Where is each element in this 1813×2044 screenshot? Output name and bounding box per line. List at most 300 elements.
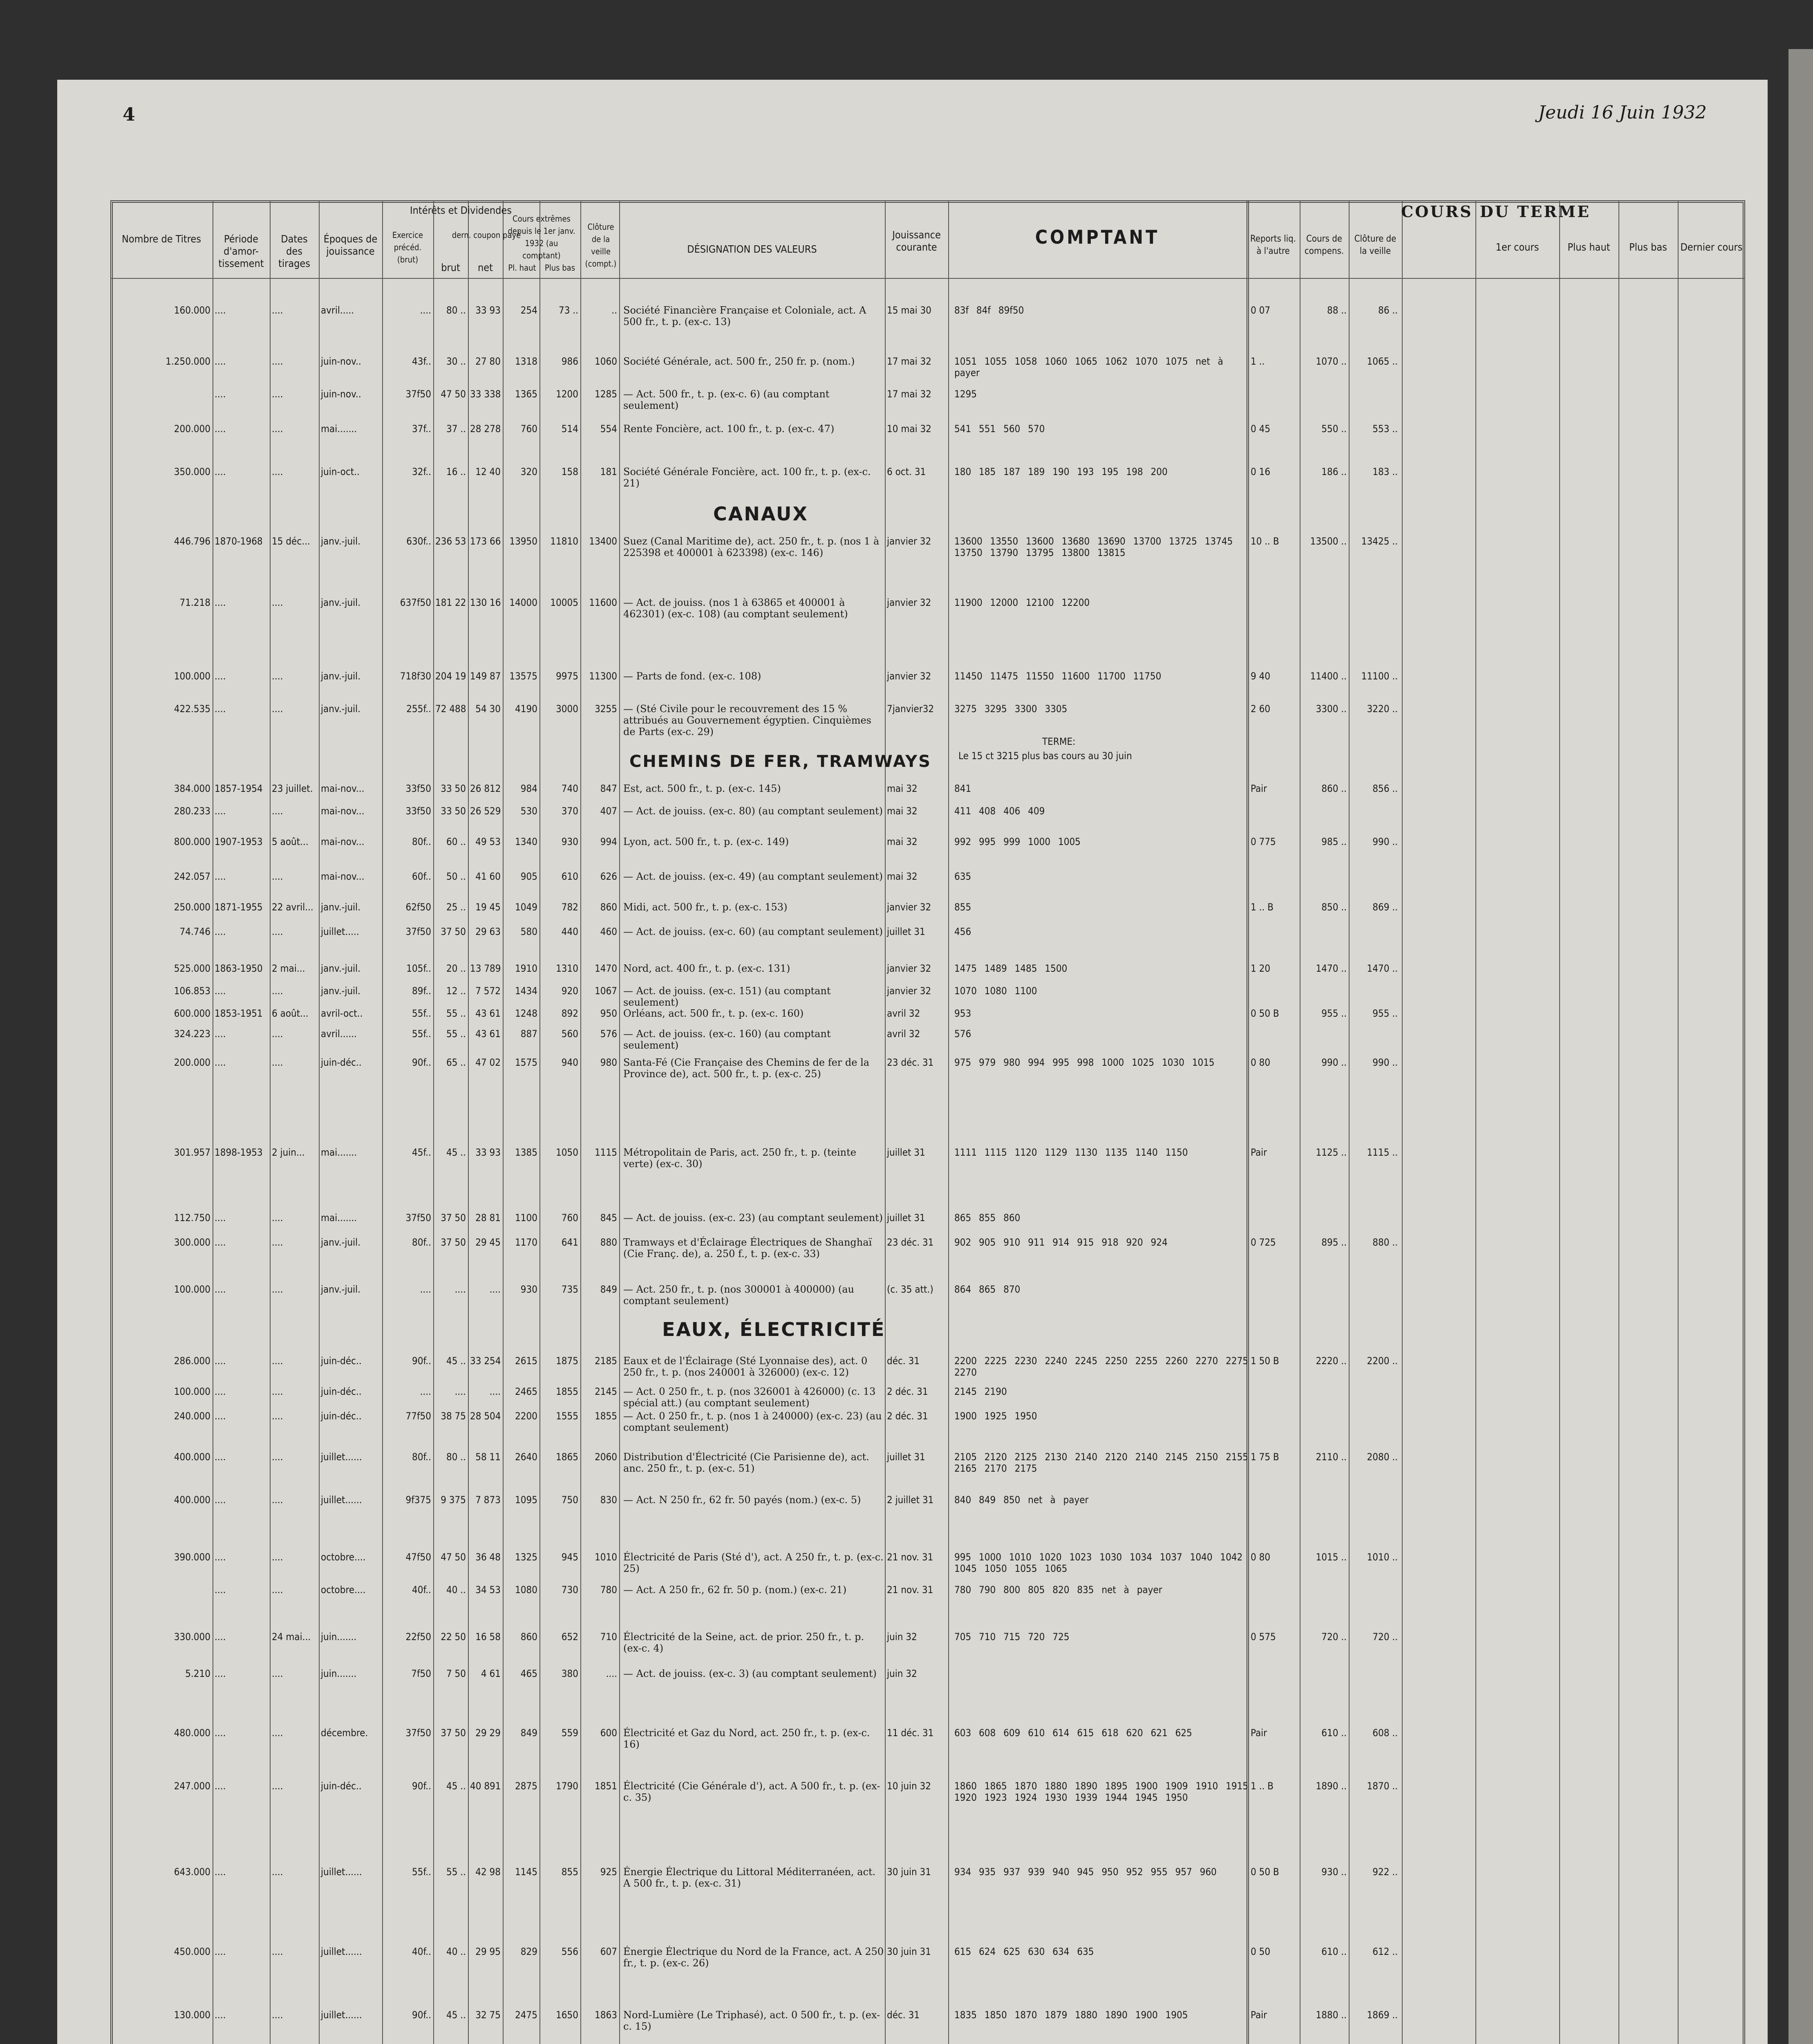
cell-comptant-quotes: 1295 [954,388,977,400]
cell-ex: 90f.. [412,2009,431,2021]
cell-h: 13950 [509,536,537,547]
cell-cp: 55 .. [446,1866,466,1878]
cell-designation: Nord, act. 400 fr., t. p. (ex-c. 131) [623,963,790,974]
cell-ex: .... [420,1386,431,1397]
cell-p: .... [215,1780,226,1792]
cell-n: 100.000 [174,1386,210,1397]
cell-j: juin 32 [887,1631,917,1643]
cell-ct: 2200 .. [1367,1355,1398,1367]
section-chemins-de-fer: CHEMINS DE FER, TRAMWAYS [629,752,931,771]
cell-cp: 55 .. [446,1028,466,1040]
cell-comptant-quotes: 1860 1865 1870 1880 1890 1895 1900 1909 1910 1915 1920 1923 1924 1930 1939 1944 1945 1950 [954,1780,1249,1803]
cell-cc: 1890 .. [1316,1780,1347,1792]
cell-designation: — Act. N 250 fr., 62 fr. 50 payés (nom.) (ex-c. 5) [623,1494,861,1506]
col-rule [503,200,504,2044]
cell-net: 28 278 [470,423,501,435]
cell-comptant-quotes: 615 624 625 630 634 635 [954,1946,1094,1957]
cell-j: juin 32 [887,1668,917,1679]
cell-p: .... [215,1284,226,1295]
col-rule [619,200,620,2044]
cell-comptant-quotes: 11900 12000 12100 12200 [954,597,1090,608]
cell-cc: 1880 .. [1316,2009,1347,2021]
cell-e: janv.-juil. [321,963,361,974]
cell-d: .... [272,388,283,400]
cell-cl: 407 [600,805,617,817]
cell-d: 15 déc... [272,536,310,547]
cell-ex: 77f50 [405,1410,431,1422]
cell-designation: Société Financière Française et Coloniale, act. A 500 fr., t. p. (ex-c. 13) [623,305,866,327]
cell-net: 58 11 [475,1451,501,1463]
cell-e: juin-oct.. [321,466,360,477]
cell-n: 106.853 [174,985,210,997]
cell-b: 1650 [556,2009,578,2021]
cell-comptant-quotes: 1070 1080 1100 [954,985,1037,997]
cell-cp: 37 50 [441,1237,466,1248]
cell-cl: 830 [600,1494,617,1506]
cell-net: 36 48 [475,1551,501,1563]
col-header-net: net [478,262,493,273]
cell-d: .... [272,2009,283,2021]
cell-e: janv.-juil. [321,985,361,997]
cell-b: 380 [561,1668,578,1679]
cell-ct: 1115 .. [1367,1147,1398,1158]
cell-cl: 925 [600,1866,617,1878]
cell-net: 29 63 [475,926,501,937]
cell-e: juin-déc.. [321,1386,362,1397]
cell-cp: 236 53 [435,536,466,547]
cell-d: .... [272,1386,283,1397]
cell-b: 920 [561,985,578,997]
cell-cc: 88 .. [1327,305,1347,316]
cell-cp: 45 .. [446,1147,466,1158]
cell-p: .... [215,1386,226,1397]
cell-ct: 922 .. [1372,1866,1398,1878]
cell-h: 887 [520,1028,537,1040]
cell-ex: 105f.. [406,963,431,974]
cell-n: 422.535 [174,703,210,715]
cell-net: 27 80 [475,356,501,367]
cell-j: 17 mai 32 [887,356,931,367]
cell-net: 26 812 [470,783,501,794]
cell-p: 1907-1953 [215,836,263,847]
cell-cc: 895 .. [1321,1237,1347,1248]
cell-d: .... [272,1494,283,1506]
cell-designation: Énergie Électrique du Nord de la France, act. A 250 fr., t. p. (ex-c. 26) [623,1946,884,1969]
cell-j: 17 mai 32 [887,388,931,400]
cell-comptant-quotes: 2200 2225 2230 2240 2245 2250 2255 2260 2270 2275 2270 [954,1355,1249,1378]
cell-n: 71.218 [179,597,210,608]
cell-designation: — Act. de jouiss. (ex-c. 151) (au comptant seulement) [623,985,831,1008]
cell-rep: 0 575 [1251,1631,1276,1643]
cell-p: .... [215,1668,226,1679]
cell-d: 2 juin... [272,1147,305,1158]
cell-net: 149 87 [470,670,501,682]
cell-n: 5.210 [185,1668,210,1679]
cell-cp: 72 488 [435,703,466,715]
cell-net: 47 02 [475,1057,501,1068]
cell-j: janvier 32 [887,670,931,682]
cell-ct: 1869 .. [1367,2009,1398,2021]
cell-rep: 1 .. [1251,356,1265,367]
cell-ex: 37f50 [405,1727,431,1739]
col-rule [1402,200,1403,2044]
cell-ct: 608 .. [1372,1727,1398,1739]
cell-net: 32 75 [475,2009,501,2021]
cell-comptant-quotes: 864 865 870 [954,1284,1021,1295]
cell-b: 9975 [556,670,578,682]
cell-cp: 25 .. [446,901,466,913]
cell-b: 986 [561,356,578,367]
cell-b: 11810 [550,536,578,547]
cell-e: juin-déc.. [321,1057,362,1068]
cell-designation: Tramways et d'Éclairage Électriques de Shanghaï (Cie Franç. de), a. 250 f., t. p. (ex-c. 33) [623,1237,872,1260]
cell-p: .... [215,805,226,817]
cell-ct: 1870 .. [1367,1780,1398,1792]
col-rule [1678,200,1679,2044]
cell-n: 112.750 [174,1212,210,1224]
cell-n: 400.000 [174,1494,210,1506]
cell-cc: 720 .. [1321,1631,1347,1643]
cell-designation: — Act. 250 fr., t. p. (nos 300001 à 400000) (au comptant seulement) [623,1284,855,1307]
cell-p: .... [215,1584,226,1596]
cell-d: .... [272,670,283,682]
cell-net: 28 504 [470,1410,501,1422]
cell-comptant-quotes: 705 710 715 720 725 [954,1631,1070,1643]
cell-designation: — Act. de jouiss. (ex-c. 3) (au comptant seulement) [623,1668,877,1679]
cell-ex: 637f50 [400,597,431,608]
cell-net: .... [489,1284,501,1295]
cell-comptant-quotes: 1051 1055 1058 1060 1065 1062 1070 1075 net à payer [954,356,1223,379]
cell-d: .... [272,1284,283,1295]
cell-cp: 9 375 [441,1494,466,1506]
cell-designation: Société Générale Foncière, act. 100 fr., t. p. (ex-c. 21) [623,466,871,489]
col-header-designation: DÉSIGNATION DES VALEURS [687,243,817,255]
cell-b: 1790 [556,1780,578,1792]
cell-b: 158 [561,466,578,477]
cell-cl: .. [611,305,617,316]
cell-cl: 3255 [595,703,617,715]
cell-j: 2 juillet 31 [887,1494,934,1506]
cell-rep: 1 50 B [1251,1355,1279,1367]
cell-j: juillet 31 [887,926,925,937]
cell-j: 30 juin 31 [887,1866,931,1878]
cell-comptant-quotes: 576 [954,1028,971,1040]
cell-designation: — (Sté Civile pour le recouvrement des 15 % attribués au Gouvernement égyptien. Cinquièmes de Parts (ex-c. 29) [623,703,871,737]
cell-h: 1385 [515,1147,537,1158]
cell-ex: 37f50 [405,388,431,400]
cell-cl: 600 [600,1727,617,1739]
col-header-dernier: Dernier cours [1680,241,1743,253]
cell-n: 643.000 [174,1866,210,1878]
cell-comptant-quotes: 13600 13550 13600 13680 13690 13700 13725 13745 13750 13790 13795 13800 13815 [954,536,1233,558]
cell-b: 73 .. [558,305,578,316]
cell-designation: — Act. de jouiss. (ex-c. 23) (au comptant seulement) [623,1212,883,1224]
col-header-cours-extremes: Cours extrêmes depuis le 1er janv. 1932 (au comptant) [508,214,575,260]
cell-cl: 1851 [595,1780,617,1792]
cell-comptant-quotes: 1111 1115 1120 1129 1130 1135 1140 1150 [954,1147,1188,1158]
cell-cp: 65 .. [446,1057,466,1068]
cell-h: 13575 [509,670,537,682]
cell-n: 1.250.000 [166,356,210,367]
cell-d: .... [272,1727,283,1739]
cell-h: 829 [520,1946,537,1957]
cell-ct: 86 .. [1378,305,1398,316]
cell-h: 1170 [515,1237,537,1248]
col-header-cloture: Clôture de la veille (compt.) [585,222,617,269]
cell-p: .... [215,1212,226,1224]
cell-j: 30 juin 31 [887,1946,931,1957]
cell-p: .... [215,305,226,316]
cell-ex: 55f.. [412,1008,431,1019]
cell-cl: 950 [600,1008,617,1019]
cell-p: .... [215,466,226,477]
cell-n: 240.000 [174,1410,210,1422]
cell-p: .... [215,1410,226,1422]
cell-p: 1870-1968 [215,536,263,547]
cell-n: 300.000 [174,1237,210,1248]
cell-p: .... [215,926,226,937]
cell-h: 530 [520,805,537,817]
col-header-brut: brut [441,262,460,273]
cell-h: 1365 [515,388,537,400]
cell-net: 130 16 [470,597,501,608]
cell-cp: 37 .. [446,423,466,435]
cell-j: janvier 32 [887,536,931,547]
cell-b: 1555 [556,1410,578,1422]
cell-p: .... [215,1866,226,1878]
cell-cl: 710 [600,1631,617,1643]
col-rule [885,200,886,2044]
cell-cp: 55 .. [446,1008,466,1019]
cell-e: juin-nov.. [321,356,361,367]
cell-p: .... [215,1631,226,1643]
cell-h: 14000 [509,597,537,608]
cell-b: 610 [561,871,578,882]
cell-e: janv.-juil. [321,901,361,913]
cell-ct: 612 .. [1372,1946,1398,1957]
col-rule [948,200,949,2044]
cell-comptant-quotes: 840 849 850 net à payer [954,1494,1089,1506]
cell-rep: 0 07 [1251,305,1271,316]
cell-ex: 62f50 [405,901,431,913]
cell-h: 984 [520,783,537,794]
cell-rep: 0 80 [1251,1057,1271,1068]
cell-cl: 11600 [589,597,617,608]
cell-d: 6 août... [272,1008,309,1019]
cell-cp: 47 50 [441,1551,466,1563]
cell-rep: Pair [1251,2009,1267,2021]
cell-h: 860 [520,1631,537,1643]
cell-ex: .... [420,305,431,316]
cell-cc: 1070 .. [1316,356,1347,367]
cell-ct: 183 .. [1372,466,1398,477]
cell-d: .... [272,597,283,608]
cell-cl: 780 [600,1584,617,1596]
cell-designation: Midi, act. 500 fr., t. p. (ex-c. 153) [623,901,788,913]
cell-j: mai 32 [887,805,918,817]
cell-cc: 550 .. [1321,423,1347,435]
cell-n: 446.796 [174,536,210,547]
col-header-interets: Intérêts et Dividendes [410,204,512,216]
page-edge [1788,49,1813,2044]
cell-e: janv.-juil. [321,597,361,608]
cell-rep: 0 45 [1251,423,1271,435]
cell-designation: — Act. de jouiss. (ex-c. 160) (au comptant seulement) [623,1028,831,1051]
cell-e: juin-déc.. [321,1780,362,1792]
cell-net: 173 66 [470,536,501,547]
cell-j: janvier 32 [887,985,931,997]
cell-cc: 955 .. [1321,1008,1347,1019]
cell-j: 10 mai 32 [887,423,931,435]
cell-ex: 60f.. [412,871,431,882]
cell-h: 2475 [515,2009,537,2021]
cell-j: mai 32 [887,871,918,882]
cell-p: 1871-1955 [215,901,263,913]
cell-net: 7 572 [475,985,501,997]
cell-rep: 0 16 [1251,466,1271,477]
cell-cl: 1470 [595,963,617,974]
cell-ex: 32f.. [412,466,431,477]
cell-e: mai-nov... [321,783,365,794]
cell-j: 15 mai 30 [887,305,931,316]
cell-h: 930 [520,1284,537,1295]
cell-j: janvier 32 [887,597,931,608]
cell-comptant-quotes: 1475 1489 1485 1500 [954,963,1068,974]
cell-e: décembre. [321,1727,368,1739]
cell-cl: 1067 [595,985,617,997]
cell-cp: 50 .. [446,871,466,882]
cell-cl: 1285 [595,388,617,400]
cell-cc: 13500 .. [1310,536,1347,547]
cell-ex: 45f.. [412,1147,431,1158]
cell-j: 21 nov. 31 [887,1584,933,1596]
cell-cc: 3300 .. [1316,703,1347,715]
cell-comptant-quotes: 635 [954,871,971,882]
cell-j: (c. 35 att.) [887,1284,933,1295]
cell-cp: 204 19 [435,670,466,682]
cell-e: octobre.... [321,1584,366,1596]
col-rule [539,200,540,2044]
cell-comptant-quotes: 1835 1850 1870 1879 1880 1890 1900 1905 [954,2009,1188,2021]
cell-b: 3000 [556,703,578,715]
cell-cp: .... [454,1284,466,1295]
cell-cp: 45 .. [446,1780,466,1792]
cell-ex: 43f.. [412,356,431,367]
cell-b: 945 [561,1551,578,1563]
cell-cl: 994 [600,836,617,847]
col-header-premier-cours: 1er cours [1495,241,1539,253]
cell-n: 200.000 [174,1057,210,1068]
cell-e: mai-nov... [321,871,365,882]
cell-ex: 40f.. [412,1584,431,1596]
cell-h: 905 [520,871,537,882]
cell-cl: 1010 [595,1551,617,1563]
col-header-periode: Période d'amor-tissement [218,233,264,269]
cell-n: 100.000 [174,670,210,682]
cell-cp: 45 .. [446,2009,466,2021]
cell-designation: Électricité de la Seine, act. de prior. 250 fr., t. p. (ex-c. 4) [623,1631,864,1654]
cell-net: 13 789 [470,963,501,974]
cell-ex: 80f.. [412,836,431,847]
cell-j: déc. 31 [887,1355,920,1367]
cell-ex: 90f.. [412,1780,431,1792]
cell-cc: 186 .. [1321,466,1347,477]
cell-b: 556 [561,1946,578,1957]
cell-ex: 630f.. [406,536,431,547]
cell-b: 892 [561,1008,578,1019]
cell-cl: 1115 [595,1147,617,1158]
cell-designation: — Act. de jouiss. (ex-c. 49) (au comptant seulement) [623,871,883,882]
cell-ex: 80f.. [412,1451,431,1463]
cell-rep: 1 .. B [1251,1780,1274,1792]
cell-cp: 33 50 [441,783,466,794]
cell-ex: 90f.. [412,1355,431,1367]
cell-p: .... [215,423,226,435]
cell-d: 23 juillet. [272,783,313,794]
section-eaux-electricite: EAUX, ÉLECTRICITÉ [662,1318,886,1340]
cell-ct: 880 .. [1372,1237,1398,1248]
cell-h: 2200 [515,1410,537,1422]
cell-cc: 610 .. [1321,1946,1347,1957]
cell-h: 1340 [515,836,537,847]
cell-b: 930 [561,836,578,847]
cell-d: .... [272,926,283,937]
cell-cp: 37 50 [441,1212,466,1224]
cell-cp: 12 .. [446,985,466,997]
col-header-reports: Reports liq. à l'autre [1250,234,1296,256]
cell-net: 34 53 [475,1584,501,1596]
cell-designation: — Parts de fond. (ex-c. 108) [623,670,761,682]
cell-p: 1853-1951 [215,1008,263,1019]
cell-cc: 930 .. [1321,1866,1347,1878]
cell-cl: 860 [600,901,617,913]
cell-n: 525.000 [174,963,210,974]
cell-b: 514 [561,423,578,435]
col-header-plus-bas: Plus bas [544,263,575,273]
cell-net: 16 58 [475,1631,501,1643]
cell-ct: 1065 .. [1367,356,1398,367]
cell-designation: Métropolitain de Paris, act. 250 fr., t. p. (teinte verte) (ex-c. 30) [623,1147,856,1170]
cell-rep: Pair [1251,1147,1267,1158]
cell-j: juillet 31 [887,1451,925,1463]
cell-p: 1898-1953 [215,1147,263,1158]
cell-h: 1248 [515,1008,537,1019]
cell-ex: 718f30 [400,670,431,682]
cell-j: mai 32 [887,783,918,794]
cell-ct: 869 .. [1372,901,1398,913]
cell-comptant-quotes: 3275 3295 3300 3305 [954,703,1068,715]
cell-n: 600.000 [174,1008,210,1019]
cell-n: 286.000 [174,1355,210,1367]
cell-comptant-quotes: 953 [954,1008,971,1019]
cell-n: 400.000 [174,1451,210,1463]
cell-e: mai-nov... [321,805,365,817]
cell-d: .... [272,1028,283,1040]
cell-cc: 11400 .. [1310,670,1347,682]
cell-net: 43 61 [475,1008,501,1019]
cell-b: 1865 [556,1451,578,1463]
cell-ct: 990 .. [1372,1057,1398,1068]
cell-n: 301.957 [174,1147,210,1158]
cell-net: .... [489,1386,501,1397]
cell-j: 11 déc. 31 [887,1727,934,1739]
cell-j: 23 déc. 31 [887,1237,934,1248]
cell-d: 22 avril... [272,901,313,913]
cell-p: 1863-1950 [215,963,263,974]
cell-comptant-quotes: 992 995 999 1000 1005 [954,836,1081,847]
cell-h: 1095 [515,1494,537,1506]
cell-comptant-quotes: 11450 11475 11550 11600 11700 11750 [954,670,1162,682]
